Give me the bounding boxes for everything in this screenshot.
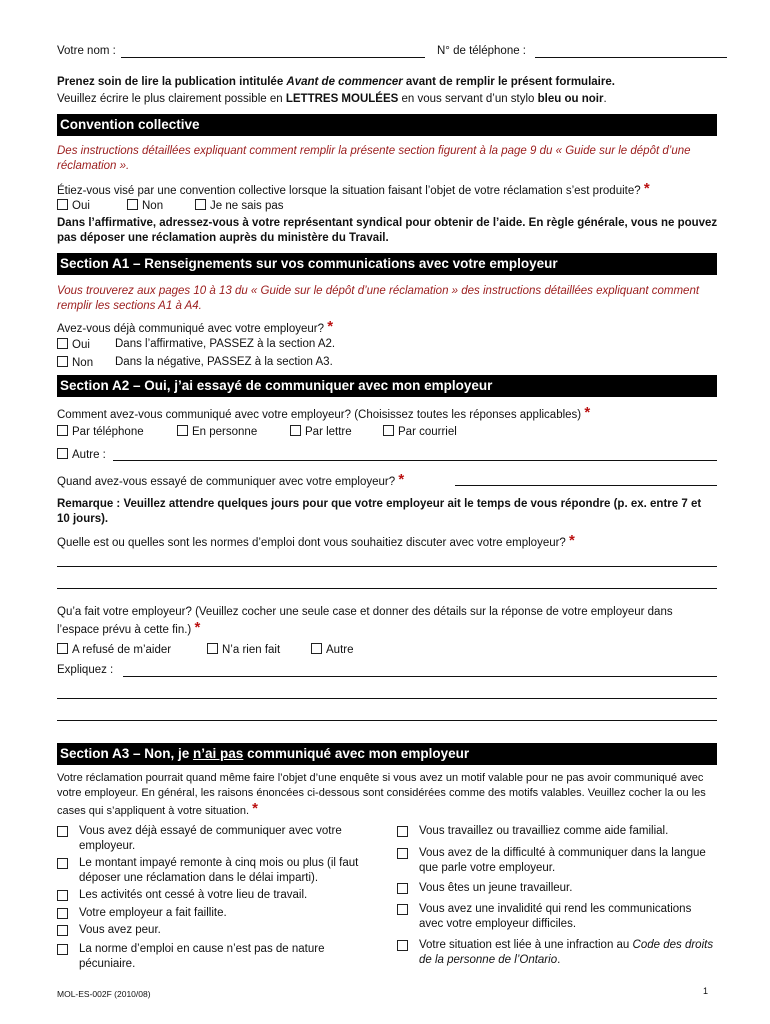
explain-label: Expliquez :	[57, 664, 114, 676]
a1-section-header: Section A1 – Renseignements sur vos communications avec votre employeur	[57, 253, 717, 275]
convention-option-unknown[interactable]: Je ne sais pas	[195, 199, 284, 212]
convention-option-no[interactable]: Non	[127, 199, 163, 212]
intro-line-2: Veuillez écrire le plus clairement possible en LETTRES MOULÉES en vous servant d’un stylo bleu ou noir.	[57, 93, 607, 105]
explain-field-line-2[interactable]	[57, 698, 717, 699]
response-other[interactable]: Autre	[311, 643, 354, 656]
a3-reason-afraid[interactable]: Vous avez peur.	[57, 923, 377, 938]
checkbox[interactable]	[127, 199, 138, 210]
method-in-person[interactable]: En personne	[177, 425, 257, 438]
method-letter[interactable]: Par lettre	[290, 425, 352, 438]
name-label: Votre nom :	[57, 45, 116, 57]
method-email[interactable]: Par courriel	[383, 425, 457, 438]
a1-instruction: Vous trouverez aux pages 10 à 13 du « Guide sur le dépôt d’une réclamation » des instructions détaillées expliquant comment remplir les sections A1 à A4.	[57, 285, 700, 312]
a3-reason-non-monetary[interactable]: La norme d’emploi en cause n’est pas de nature pécuniaire.	[57, 942, 377, 971]
a1-option-yes[interactable]: Oui	[57, 338, 90, 351]
a3-intro: Votre réclamation pourrait quand même faire l’objet d’une enquête si vous avez un motif valable pour ne pas avoir communiqué avec votre employeur. En général, les raisons énoncées ci-dessous sont considérées comme des motifs valables. Veuillez cocher la ou les cases qui s’appliquent à votre situation. *	[57, 772, 706, 817]
checkbox[interactable]	[57, 643, 68, 654]
method-other[interactable]: Autre :	[57, 448, 106, 461]
checkbox[interactable]	[383, 425, 394, 436]
a2-remark: Remarque : Veuillez attendre quelques jours pour que votre employeur ait le temps de vous répondre (p. ex. entre 7 et 10 jours).	[57, 498, 702, 525]
explain-field-line-1[interactable]	[123, 676, 717, 677]
checkbox[interactable]	[397, 940, 408, 951]
phone-label: N° de téléphone :	[437, 45, 526, 57]
a2-section-header: Section A2 – Oui, j’ai essayé de communiquer avec mon employeur	[57, 375, 717, 397]
checkbox[interactable]	[57, 356, 68, 367]
a1-no-note: Dans la négative, PASSEZ à la section A3.	[115, 356, 333, 368]
a1-yes-note: Dans l’affirmative, PASSEZ à la section A2.	[115, 338, 336, 350]
convention-question: Étiez-vous visé par une convention collective lorsque la situation faisant l’objet de votre réclamation s’est produite? *	[57, 180, 650, 197]
a3-reason-human-rights[interactable]: Votre situation est liée à une infraction au Code des droits de la personne de l’Ontario.	[397, 938, 717, 967]
a2-question-when: Quand avez-vous essayé de communiquer avec votre employeur? *	[57, 471, 405, 488]
checkbox[interactable]	[57, 925, 68, 936]
checkbox[interactable]	[311, 643, 322, 654]
method-other-field[interactable]	[113, 460, 717, 461]
response-nothing[interactable]: N’a rien fait	[207, 643, 280, 656]
checkbox[interactable]	[57, 826, 68, 837]
checkbox[interactable]	[397, 848, 408, 859]
phone-field[interactable]	[535, 57, 727, 58]
checkbox[interactable]	[57, 425, 68, 436]
explain-field-line-3[interactable]	[57, 720, 717, 721]
a3-section-header: Section A3 – Non, je n’ai pas communiqué avec mon employeur	[57, 743, 717, 765]
response-refused[interactable]: A refusé de m’aider	[57, 643, 171, 656]
checkbox[interactable]	[57, 338, 68, 349]
a3-reason-five-months[interactable]: Le montant impayé remonte à cinq mois ou plus (il faut déposer une réclamation dans le délai imparti).	[57, 856, 377, 885]
a3-reason-language[interactable]: Vous avez de la difficulté à communiquer dans la langue que parle votre employeur.	[397, 846, 717, 875]
name-field[interactable]	[121, 57, 425, 58]
checkbox[interactable]	[57, 448, 68, 459]
method-phone[interactable]: Par téléphone	[57, 425, 144, 438]
a1-question: Avez-vous déjà communiqué avec votre employeur? *	[57, 318, 334, 335]
checkbox[interactable]	[57, 199, 68, 210]
a3-reason-caregiver[interactable]: Vous travaillez ou travailliez comme aide familial.	[397, 824, 717, 839]
checkbox[interactable]	[57, 944, 68, 955]
when-field[interactable]	[455, 485, 717, 486]
intro-line-1: Prenez soin de lire la publication intitulée Avant de commencer avant de remplir le présent formulaire.	[57, 76, 615, 88]
convention-instruction: Des instructions détaillées expliquant comment remplir la présente section figurent à la page 9 du « Guide sur le dépôt d’une réclamation ».	[57, 145, 691, 172]
checkbox[interactable]	[177, 425, 188, 436]
convention-section-header: Convention collective	[57, 114, 717, 136]
form-code: MOL-ES-002F (2010/08)	[57, 989, 151, 999]
checkbox[interactable]	[397, 826, 408, 837]
a3-reason-young-worker[interactable]: Vous êtes un jeune travailleur.	[397, 881, 717, 896]
a3-reason-tried[interactable]: Vous avez déjà essayé de communiquer avec votre employeur.	[57, 824, 377, 853]
page-number: 1	[703, 986, 709, 996]
checkbox[interactable]	[207, 643, 218, 654]
checkbox[interactable]	[397, 904, 408, 915]
standards-field-line-1[interactable]	[57, 566, 717, 567]
checkbox[interactable]	[195, 199, 206, 210]
checkbox[interactable]	[57, 858, 68, 869]
a1-option-no[interactable]: Non	[57, 356, 93, 369]
checkbox[interactable]	[57, 908, 68, 919]
standards-field-line-2[interactable]	[57, 588, 717, 589]
a2-question-response: Qu’a fait votre employeur? (Veuillez cocher une seule case et donner des détails sur la réponse de votre employeur dans l’espace prévu à cette fin.) *	[57, 606, 673, 636]
checkbox[interactable]	[397, 883, 408, 894]
a2-question-standards: Quelle est ou quelles sont les normes d’emploi dont vous souhaitiez discuter avec votre employeur? *	[57, 532, 575, 549]
checkbox[interactable]	[57, 890, 68, 901]
a3-reason-disability[interactable]: Vous avez une invalidité qui rend les communications avec votre employeur difficiles.	[397, 902, 717, 931]
a2-question-method: Comment avez-vous communiqué avec votre employeur? (Choisissez toutes les réponses applicables) *	[57, 404, 591, 421]
a3-reason-ceased[interactable]: Les activités ont cessé à votre lieu de travail.	[57, 888, 377, 903]
checkbox[interactable]	[290, 425, 301, 436]
convention-option-yes[interactable]: Oui	[57, 199, 90, 212]
convention-note: Dans l’affirmative, adressez-vous à votre représentant syndical pour obtenir de l’aide. En règle générale, vous ne pouvez pas déposer une réclamation auprès du ministère du Travail.	[57, 217, 718, 244]
a3-reason-bankrupt[interactable]: Votre employeur a fait faillite.	[57, 906, 377, 921]
